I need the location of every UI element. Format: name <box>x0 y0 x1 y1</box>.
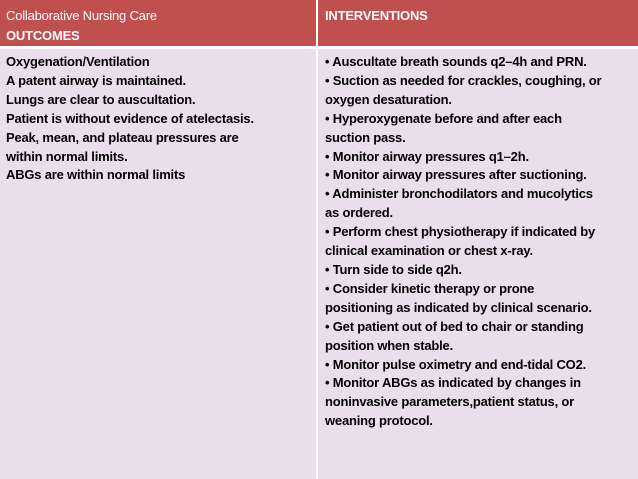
intervention-line: • Monitor pulse oximetry and end-tidal CO2. <box>325 356 587 372</box>
outcome-line: Patient is without evidence of atelectasis. <box>6 110 254 126</box>
outcome-line: within normal limits. <box>6 148 128 164</box>
header-outcomes-label: OUTCOMES <box>6 28 80 43</box>
intervention-line: positioning as indicated by clinical scenario. <box>325 299 592 315</box>
intervention-line: as ordered. <box>325 205 393 221</box>
intervention-line: clinical examination or chest x-ray. <box>325 243 533 259</box>
column-divider <box>316 0 318 479</box>
interventions-cell <box>325 53 601 431</box>
intervention-line: • Monitor airway pressures q1–2h. <box>325 148 529 164</box>
intervention-line: • Hyperoxygenate before and after each <box>325 110 562 126</box>
intervention-line: weaning protocol. <box>325 413 433 429</box>
intervention-line: • Consider kinetic therapy or prone <box>325 280 535 296</box>
outcomes-header-cell <box>6 6 157 46</box>
interventions-header-cell <box>325 6 428 26</box>
intervention-line: • Monitor airway pressures after suctioning. <box>325 167 587 183</box>
outcome-line: A patent airway is maintained. <box>6 72 186 88</box>
row-divider <box>0 46 638 49</box>
intervention-line: • Administer bronchodilators and mucolytics <box>325 186 593 202</box>
header-collaborative-label: Collaborative Nursing Care <box>6 8 157 23</box>
intervention-line: noninvasive parameters,patient status, or <box>325 394 574 410</box>
intervention-line: position when stable. <box>325 337 453 353</box>
outcome-line: Lungs are clear to auscultation. <box>6 91 196 107</box>
intervention-line: • Get patient out of bed to chair or standing <box>325 318 584 334</box>
header-interventions-label: INTERVENTIONS <box>325 8 428 23</box>
outcome-line: ABGs are within normal limits <box>6 167 186 183</box>
outcomes-cell <box>6 53 254 185</box>
intervention-line: • Auscultate breath sounds q2–4h and PRN. <box>325 54 587 69</box>
outcome-line: Peak, mean, and plateau pressures are <box>6 129 239 145</box>
intervention-line: • Monitor ABGs as indicated by changes in <box>325 375 581 391</box>
intervention-line: • Perform chest physiotherapy if indicated by <box>325 224 596 240</box>
intervention-line: suction pass. <box>325 129 406 145</box>
intervention-line: oxygen desaturation. <box>325 91 452 107</box>
intervention-line: • Suction as needed for crackles, coughing, or <box>325 72 602 88</box>
outcome-line: Oxygenation/Ventilation <box>6 54 150 69</box>
intervention-line: • Turn side to side q2h. <box>325 261 462 277</box>
